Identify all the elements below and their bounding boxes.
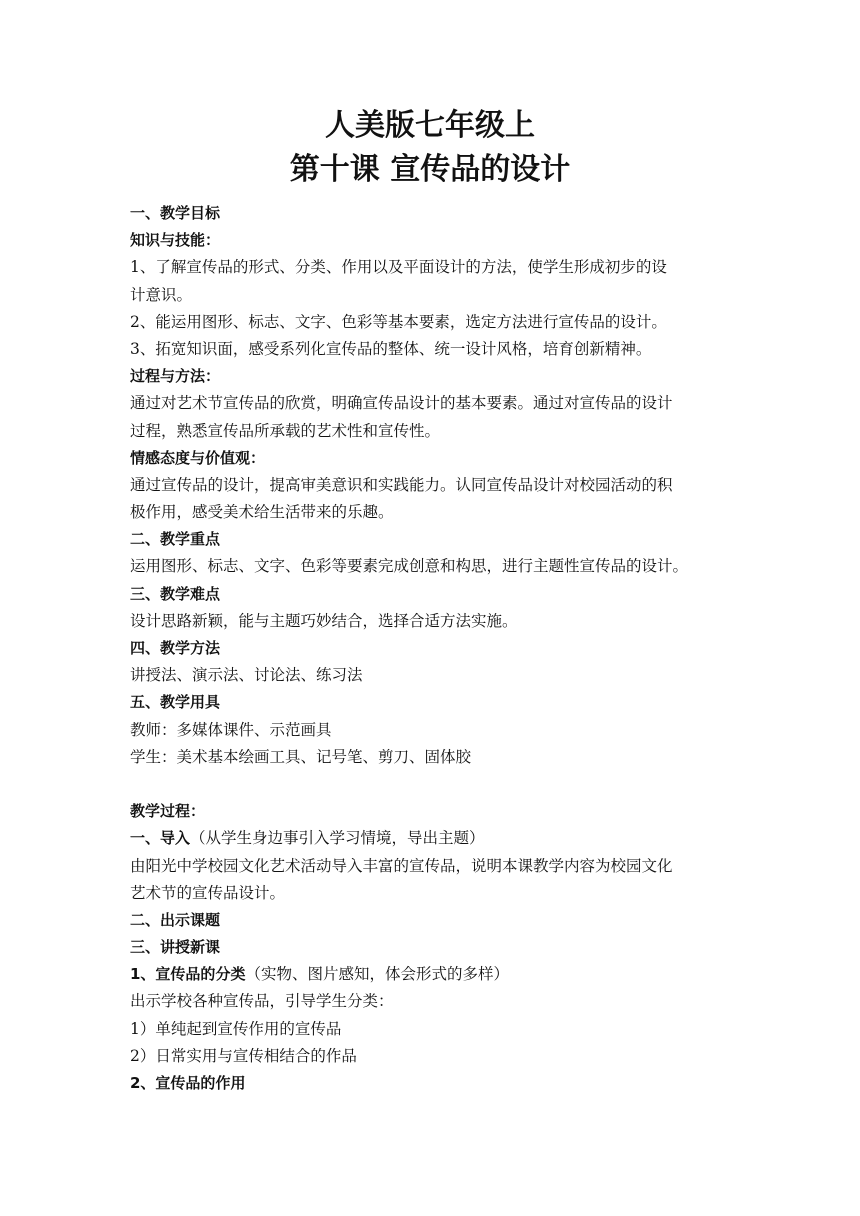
paragraph-line: 设计思路新颖，能与主题巧妙结合，选择合适方法实施。	[130, 611, 518, 630]
document-title-lesson: 第十课 宣传品的设计	[289, 152, 571, 187]
intro-heading: 一、导入	[130, 829, 191, 848]
paragraph-line: 1、了解宣传品的形式、分类、作用以及平面设计的方法，使学生形成初步的设	[130, 258, 667, 277]
subheading-knowledge: 知识与技能：	[130, 231, 221, 250]
paragraph-line: 极作用，感受美术给生活带来的乐趣。	[130, 503, 394, 522]
category-heading-line	[130, 961, 736, 988]
paragraph-line: 通过对艺术节宣传品的欣赏，明确宣传品设计的基本要素。通过对宣传品的设计	[130, 394, 673, 413]
section-heading-difficulties: 三、教学难点	[130, 584, 221, 603]
document-title-grade: 人美版七年级上	[325, 108, 535, 143]
section-heading-show-topic: 二、出示课题	[130, 910, 221, 929]
document-body	[130, 200, 736, 1097]
intro-heading-line	[130, 825, 736, 852]
subheading-role: 2、宣传品的作用	[130, 1074, 246, 1092]
section-heading-teaching-process: 教学过程：	[130, 802, 206, 821]
list-item: 2）日常实用与宣传相结合的作品	[130, 1046, 357, 1065]
paragraph-line: 艺术节的宣传品设计。	[130, 883, 286, 902]
paragraph-line: 3、拓宽知识面，感受系列化宣传品的整体、统一设计风格，培育创新精神。	[130, 339, 652, 358]
category-note: （实物、图片感知，体会形式的多样）	[245, 965, 509, 984]
paragraph-line: 出示学校各种宣传品，引导学生分类：	[130, 992, 394, 1011]
paragraph-line: 2、能运用图形、标志、文字、色彩等基本要素，选定方法进行宣传品的设计。	[130, 312, 667, 331]
paragraph-line: 运用图形、标志、文字、色彩等要素完成创意和构思，进行主题性宣传品的设计。	[130, 557, 689, 576]
subheading-emotion: 情感态度与价值观：	[130, 448, 266, 467]
paragraph-line: 由阳光中学校园文化艺术活动导入丰富的宣传品，说明本课教学内容为校园文化	[130, 856, 673, 875]
paragraph-line: 讲授法、演示法、讨论法、练习法	[130, 666, 363, 685]
section-heading-tools: 五、教学用具	[130, 693, 221, 712]
list-item: 1）单纯起到宣传作用的宣传品	[130, 1019, 342, 1038]
subheading-process: 过程与方法：	[130, 367, 221, 386]
category-heading: 1、宣传品的分类	[130, 965, 246, 984]
paragraph-line: 通过宣传品的设计，提高审美意识和实践能力。认同宣传品设计对校园活动的积	[130, 475, 673, 494]
section-heading-key-points: 二、教学重点	[130, 530, 221, 549]
paragraph-line: 教师：多媒体课件、示范画具	[130, 720, 332, 739]
section-heading-methods: 四、教学方法	[130, 639, 221, 657]
paragraph-line: 过程，熟悉宣传品所承载的艺术性和宣传性。	[130, 421, 441, 440]
section-heading-objectives: 一、教学目标	[130, 204, 221, 222]
paragraph-line: 计意识。	[130, 285, 193, 304]
intro-note: （从学生身边事引入学习情境，导出主题）	[190, 829, 485, 848]
blank-line	[130, 771, 736, 798]
paragraph-line: 学生：美术基本绘画工具、记号笔、剪刀、固体胶	[130, 747, 472, 766]
section-heading-teach-new: 三、讲授新课	[130, 938, 221, 957]
